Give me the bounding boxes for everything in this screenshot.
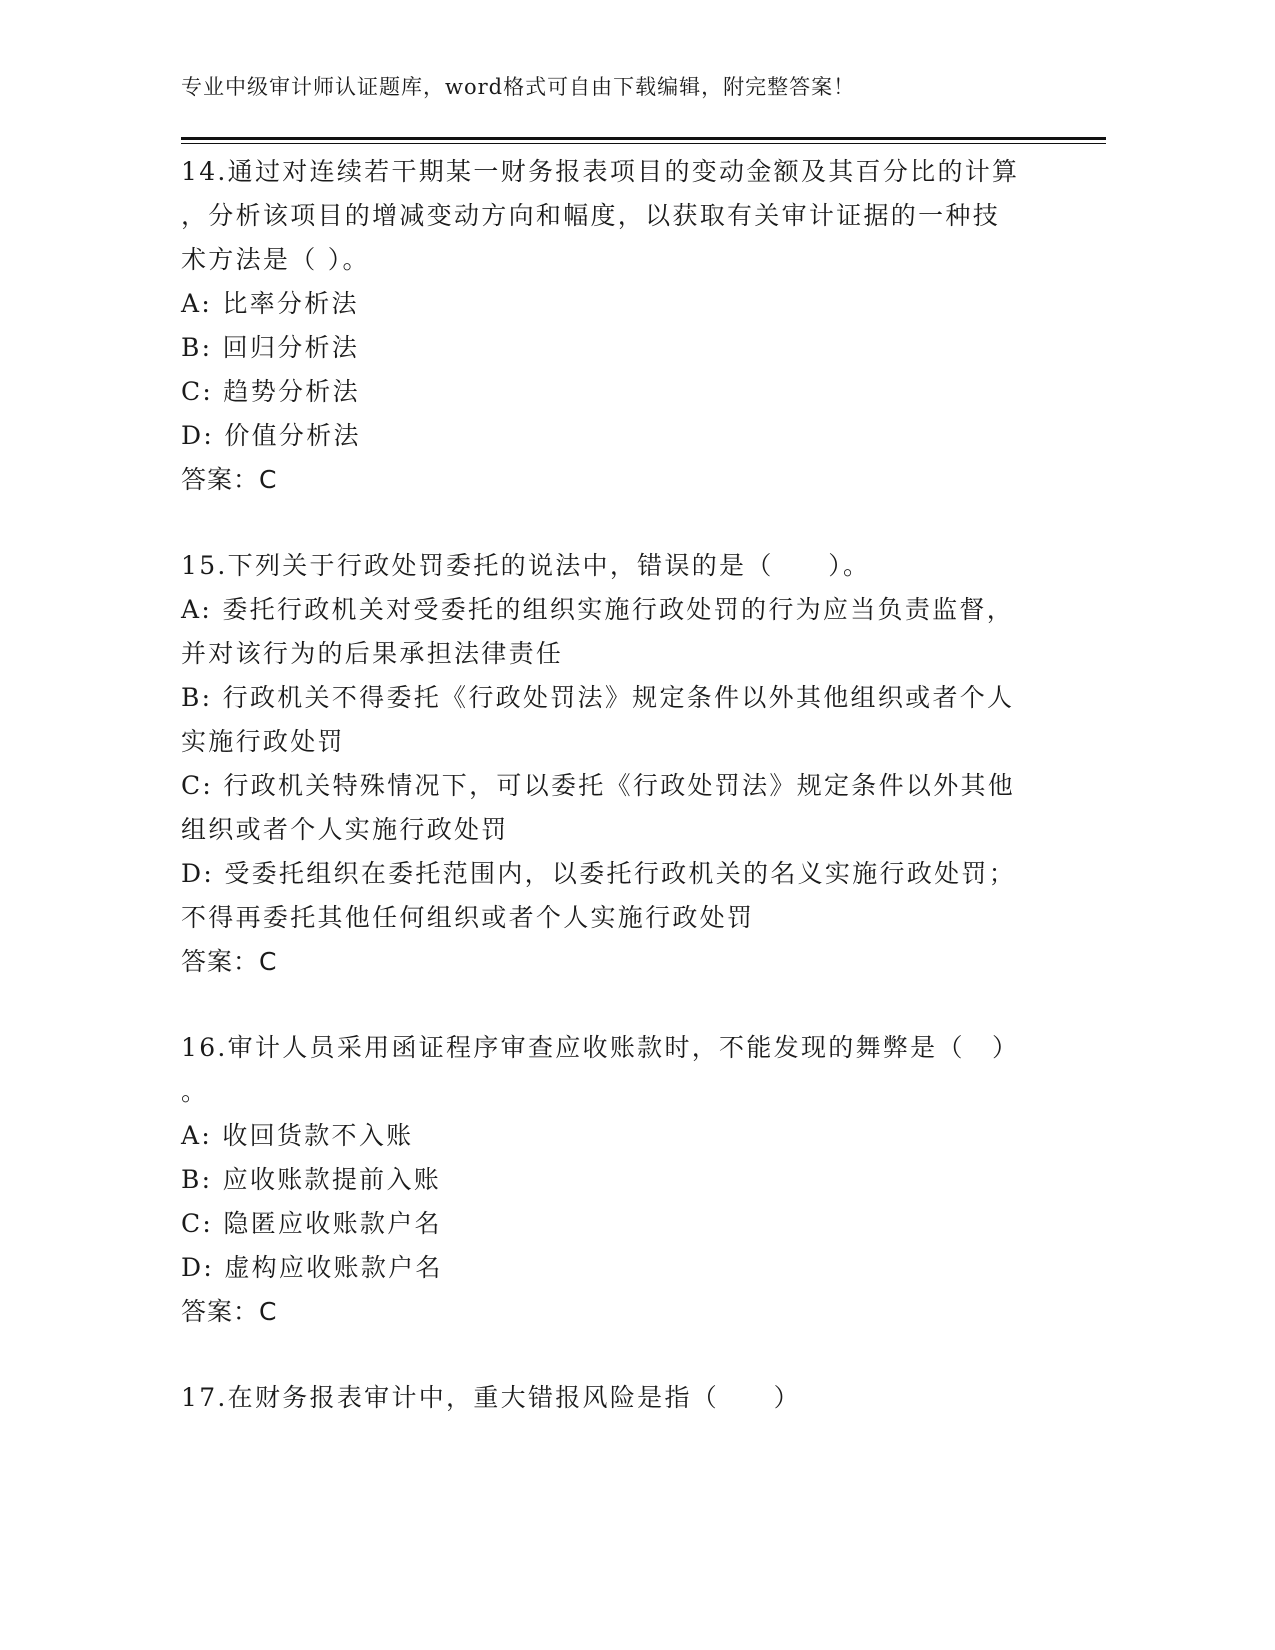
question-14 [181, 150, 1061, 502]
question-stem-line: 16.审计人员采用函证程序审查应收账款时，不能发现的舞弊是（ ） [181, 1033, 1020, 1062]
spacer [181, 984, 1061, 1026]
option-c: C: 隐匿应收账款户名 [181, 1209, 442, 1238]
answer-line: 答案：C [181, 947, 278, 976]
option-a: A: 比率分析法 [181, 289, 359, 318]
question-15 [181, 544, 1061, 984]
spacer [181, 502, 1061, 544]
option-b: B: 回归分析法 [181, 333, 360, 362]
option-d: D: 价值分析法 [181, 421, 361, 450]
option-d-continued: 不得再委托其他任何组织或者个人实施行政处罚 [181, 903, 755, 932]
answer-line: 答案：C [181, 1297, 278, 1326]
header-rule-thin [181, 143, 1106, 144]
question-16 [181, 1026, 1061, 1334]
option-c: C: 趋势分析法 [181, 377, 360, 406]
option-a: A: 收回货款不入账 [181, 1121, 414, 1150]
option-b-continued: 实施行政处罚 [181, 727, 345, 756]
option-b: B: 行政机关不得委托《行政处罚法》规定条件以外其他组织或者个人 [181, 683, 1015, 712]
header-rule-thick [181, 137, 1106, 140]
option-b: B: 应收账款提前入账 [181, 1165, 442, 1194]
option-a-continued: 并对该行为的后果承担法律责任 [181, 639, 564, 668]
option-c-continued: 组织或者个人实施行政处罚 [181, 815, 509, 844]
spacer [181, 1334, 1061, 1376]
option-d: D: 受委托组织在委托范围内，以委托行政机关的名义实施行政处罚； [181, 859, 1017, 888]
option-d: D: 虚构应收账款户名 [181, 1253, 443, 1282]
answer-line: 答案：C [181, 465, 278, 494]
question-stem-line: ，分析该项目的增减变动方向和幅度，以获取有关审计证据的一种技 [181, 201, 1001, 230]
question-stem-line: 14.通过对连续若干期某一财务报表项目的变动金额及其百分比的计算 [181, 157, 1020, 186]
question-stem-line: 术方法是（ ）。 [181, 245, 370, 274]
question-stem-line: 17.在财务报表审计中，重大错报风险是指（ ） [181, 1383, 801, 1412]
question-list [181, 150, 1061, 1420]
option-c: C: 行政机关特殊情况下，可以委托《行政处罚法》规定条件以外其他 [181, 771, 1016, 800]
page-header: 专业中级审计师认证题库，word格式可自由下载编辑，附完整答案！ [181, 75, 856, 99]
question-17 [181, 1376, 1061, 1420]
option-a: A: 委托行政机关对受委托的组织实施行政处罚的行为应当负责监督， [181, 595, 1015, 624]
question-stem-line: 15.下列关于行政处罚委托的说法中，错误的是（ ）。 [181, 551, 871, 580]
question-stem-line: 。 [181, 1077, 209, 1106]
